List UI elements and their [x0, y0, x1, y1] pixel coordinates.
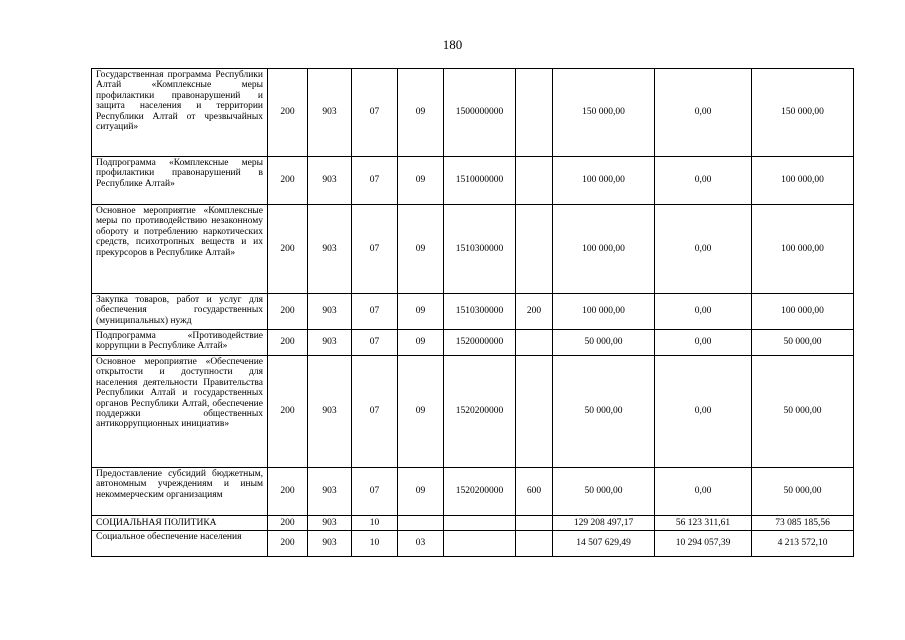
table-row: [92, 157, 854, 205]
amount-regional: 4 213 572,10: [752, 531, 854, 557]
admin-code: 200: [268, 330, 308, 356]
amount-federal: 0,00: [655, 294, 752, 330]
target-article-code: 1520200000: [444, 356, 516, 468]
admin-code: 200: [268, 516, 308, 531]
section-code: 10: [352, 516, 398, 531]
row-name: Основное мероприятие «Комплексные меры по противодействию незаконному обороту и потреблению наркотических средств, психотропных веществ и их прекурсоров в Республике Алтай»: [92, 205, 268, 294]
ministry-code: 903: [308, 356, 352, 468]
amount-regional: 50 000,00: [752, 356, 854, 468]
section-code: 07: [352, 205, 398, 294]
table-row: [92, 516, 854, 531]
subsection-code: 09: [398, 69, 444, 157]
subsection-code: 09: [398, 356, 444, 468]
amount-regional: 150 000,00: [752, 69, 854, 157]
table-row: [92, 468, 854, 516]
row-name: Государственная программа Республики Алтай «Комплексные меры профилактики правонарушений и защита населения и территории Республики Алтай от чрезвычайных ситуаций»: [92, 69, 268, 157]
amount-total: 100 000,00: [553, 294, 655, 330]
amount-total: 100 000,00: [553, 205, 655, 294]
target-article-code: 1500000000: [444, 69, 516, 157]
amount-regional: 50 000,00: [752, 330, 854, 356]
ministry-code: 903: [308, 69, 352, 157]
admin-code: 200: [268, 468, 308, 516]
ministry-code: 903: [308, 468, 352, 516]
ministry-code: 903: [308, 294, 352, 330]
admin-code: 200: [268, 531, 308, 557]
target-article-code: 1520200000: [444, 468, 516, 516]
table-row: [92, 205, 854, 294]
target-article-code: 1510000000: [444, 157, 516, 205]
target-article-code: [444, 516, 516, 531]
expense-type-code: 200: [516, 294, 553, 330]
subsection-code: 09: [398, 157, 444, 205]
row-name: Предоставление субсидий бюджетным, автономным учреждениям и иным некоммерческим организациям: [92, 468, 268, 516]
section-code: 07: [352, 157, 398, 205]
table-row: [92, 294, 854, 330]
amount-federal: 56 123 311,61: [655, 516, 752, 531]
subsection-code: 09: [398, 294, 444, 330]
amount-regional: 50 000,00: [752, 468, 854, 516]
expense-type-code: [516, 69, 553, 157]
row-name: Подпрограмма «Противодействие коррупции в Республике Алтай»: [92, 330, 268, 356]
amount-total: 50 000,00: [553, 468, 655, 516]
subsection-code: [398, 516, 444, 531]
expense-type-code: [516, 157, 553, 205]
ministry-code: 903: [308, 205, 352, 294]
expense-type-code: [516, 516, 553, 531]
amount-total: 150 000,00: [553, 69, 655, 157]
row-name: Подпрограмма «Комплексные меры профилактики правонарушений в Республике Алтай»: [92, 157, 268, 205]
admin-code: 200: [268, 205, 308, 294]
expense-type-code: [516, 205, 553, 294]
section-code: 07: [352, 294, 398, 330]
expense-type-code: [516, 531, 553, 557]
subsection-code: 09: [398, 330, 444, 356]
amount-total: 100 000,00: [553, 157, 655, 205]
row-name: СОЦИАЛЬНАЯ ПОЛИТИКА: [92, 516, 268, 531]
row-name: Закупка товаров, работ и услуг для обеспечения государственных (муниципальных) нужд: [92, 294, 268, 330]
ministry-code: 903: [308, 531, 352, 557]
table-row: [92, 69, 854, 157]
amount-regional: 100 000,00: [752, 157, 854, 205]
budget-table: [91, 68, 854, 557]
amount-regional: 73 085 185,56: [752, 516, 854, 531]
row-name: Основное мероприятие «Обеспечение открытости и доступности для населения деятельности Правительства Республики Алтай и государственных органов Республики Алтай, обеспечение поддержки общественных антикоррупционных инициатив»: [92, 356, 268, 468]
amount-regional: 100 000,00: [752, 205, 854, 294]
admin-code: 200: [268, 294, 308, 330]
row-name: Социальное обеспечение населения: [92, 531, 268, 557]
admin-code: 200: [268, 69, 308, 157]
amount-federal: 10 294 057,39: [655, 531, 752, 557]
ministry-code: 903: [308, 516, 352, 531]
table-row: [92, 330, 854, 356]
amount-federal: 0,00: [655, 330, 752, 356]
amount-total: 50 000,00: [553, 356, 655, 468]
target-article-code: 1520000000: [444, 330, 516, 356]
section-code: 07: [352, 468, 398, 516]
subsection-code: 09: [398, 205, 444, 294]
ministry-code: 903: [308, 157, 352, 205]
amount-federal: 0,00: [655, 468, 752, 516]
amount-federal: 0,00: [655, 157, 752, 205]
target-article-code: [444, 531, 516, 557]
amount-total: 14 507 629,49: [553, 531, 655, 557]
subsection-code: 03: [398, 531, 444, 557]
amount-regional: 100 000,00: [752, 294, 854, 330]
amount-federal: 0,00: [655, 205, 752, 294]
target-article-code: 1510300000: [444, 294, 516, 330]
expense-type-code: [516, 330, 553, 356]
section-code: 07: [352, 330, 398, 356]
expense-type-code: 600: [516, 468, 553, 516]
table-row: [92, 356, 854, 468]
amount-total: 129 208 497,17: [553, 516, 655, 531]
section-code: 10: [352, 531, 398, 557]
amount-total: 50 000,00: [553, 330, 655, 356]
subsection-code: 09: [398, 468, 444, 516]
target-article-code: 1510300000: [444, 205, 516, 294]
ministry-code: 903: [308, 330, 352, 356]
section-code: 07: [352, 356, 398, 468]
table-row: [92, 531, 854, 557]
amount-federal: 0,00: [655, 69, 752, 157]
admin-code: 200: [268, 157, 308, 205]
section-code: 07: [352, 69, 398, 157]
admin-code: 200: [268, 356, 308, 468]
amount-federal: 0,00: [655, 356, 752, 468]
expense-type-code: [516, 356, 553, 468]
page-number: 180: [442, 37, 463, 52]
